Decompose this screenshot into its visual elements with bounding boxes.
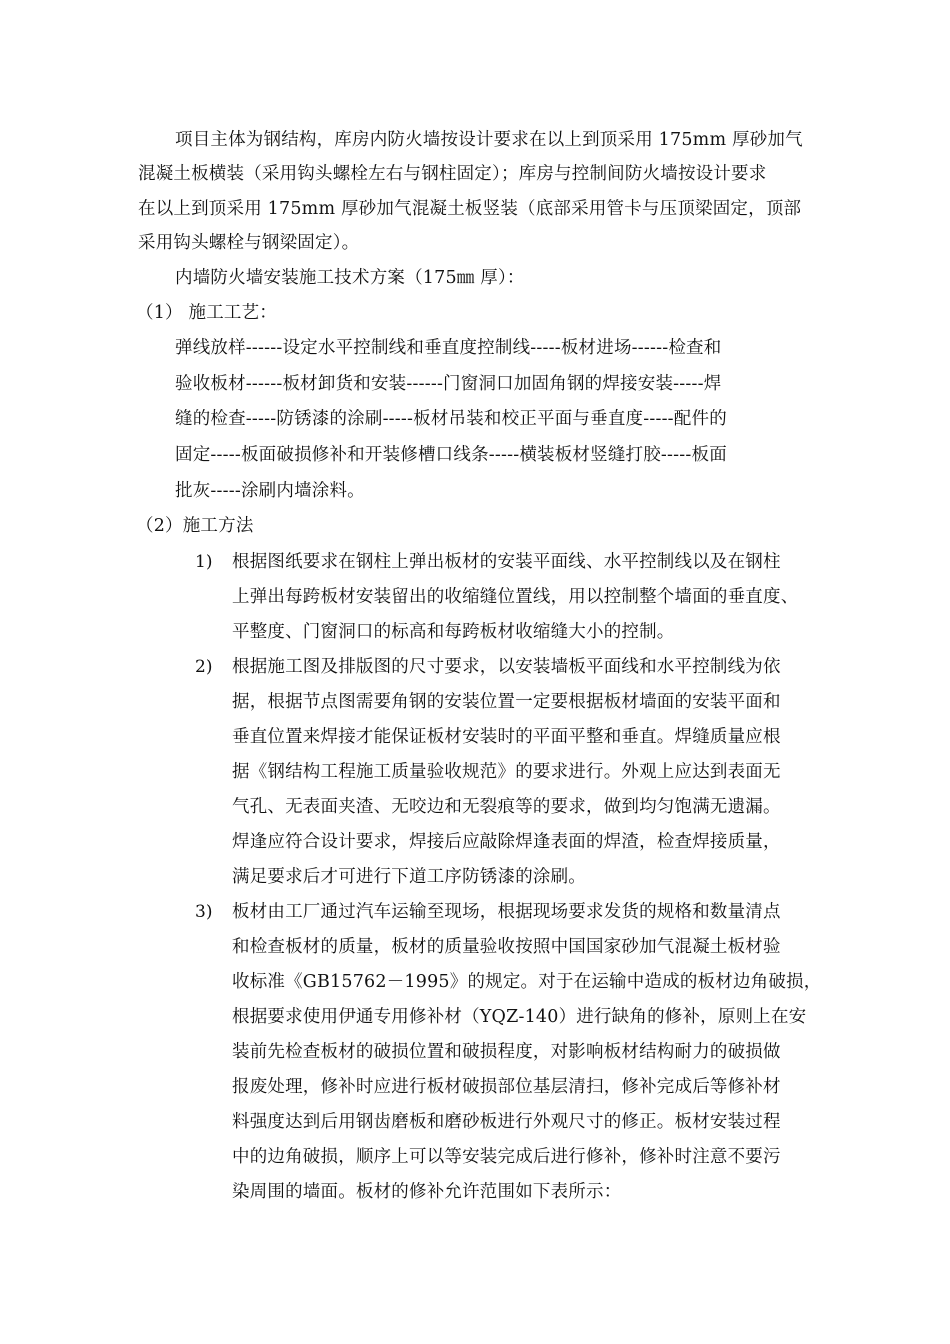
item-line: 根据图纸要求在钢柱上弹出板材的安装平面线、水平控制线以及在钢柱 <box>232 552 781 572</box>
item-line: 平整度、门窗洞口的标高和每跨板材收缩缝大小的控制。 <box>232 622 675 642</box>
intro-line: 采用钩头螺栓与钢梁固定）。 <box>138 233 360 253</box>
process-line: 批灰-----涂刷内墙涂料。 <box>175 481 365 501</box>
process-line: 固定-----板面破损修补和开装修槽口线条-----横装板材竖缝打胶-----板面 <box>175 445 727 465</box>
process-line: 弹线放样------设定水平控制线和垂直度控制线-----板材进场------检查和 <box>175 338 722 358</box>
item-line: 染周围的墙面。板材的修补允许范围如下表所示： <box>232 1182 622 1202</box>
item-line: 根据要求使用伊通专用修补材（YQZ-140）进行缺角的修补，原则上在安 <box>232 1007 807 1027</box>
process-line: 验收板材------板材卸货和安装------门窗洞口加固角钢的焊接安装-----焊 <box>175 374 722 394</box>
item-line: 中的边角破损，顺序上可以等安装完成后进行修补，修补时注意不要污 <box>232 1147 781 1167</box>
item-line: 料强度达到后用钢齿磨板和磨砂板进行外观尺寸的修正。板材安装过程 <box>232 1112 781 1132</box>
item-line: 报废处理，修补时应进行板材破损部位基层清扫，修补完成后等修补材 <box>232 1077 781 1097</box>
process-line: 缝的检查-----防锈漆的涂刷-----板材吊装和校正平面与垂直度-----配件的 <box>175 409 727 429</box>
item-line: 装前先检查板材的破损位置和破损程度，对影响板材结构耐力的破损做 <box>232 1042 781 1062</box>
item-line: 焊逢应符合设计要求，焊接后应敲除焊逢表面的焊渣，检查焊接质量， <box>232 832 781 852</box>
scheme-title: 内墙防火墙安装施工技术方案（175㎜ 厚）： <box>175 268 525 288</box>
item-line: 气孔、无表面夹渣、无咬边和无裂痕等的要求，做到均匀饱满无遗漏。 <box>232 797 781 817</box>
item-line: 据，根据节点图需要角钢的安装位置一定要根据板材墙面的安装平面和 <box>232 692 781 712</box>
item-line: 收标准《GB15762－1995》的规定。对于在运输中造成的板材边角破损， <box>232 972 822 992</box>
item-line: 根据施工图及排版图的尺寸要求，以安装墙板平面线和水平控制线为依 <box>232 657 781 677</box>
item-number: 2) <box>195 657 213 677</box>
item-line: 和检查板材的质量，板材的质量验收按照中国国家砂加气混凝土板材验 <box>232 937 781 957</box>
item-line: 上弹出每跨板材安装留出的收缩缝位置线，用以控制整个墙面的垂直度、 <box>232 587 799 607</box>
section-heading: （1） 施工工艺： <box>136 303 277 323</box>
item-line: 据《钢结构工程施工质量验收规范》的要求进行。外观上应达到表面无 <box>232 762 781 782</box>
item-line: 满足要求后才可进行下道工序防锈漆的涂刷。 <box>232 867 586 887</box>
item-number: 3) <box>195 902 213 922</box>
item-number: 1) <box>195 552 213 572</box>
intro-line: 项目主体为钢结构，库房内防火墙按设计要求在以上到顶采用 175mm 厚砂加气 <box>175 130 803 150</box>
item-line: 垂直位置来焊接才能保证板材安装时的平面平整和垂直。焊缝质量应根 <box>232 727 781 747</box>
intro-line: 在以上到顶采用 175mm 厚砂加气混凝土板竖装（底部采用管卡与压顶梁固定，顶部 <box>138 199 802 219</box>
item-line: 板材由工厂通过汽车运输至现场，根据现场要求发货的规格和数量清点 <box>232 902 781 922</box>
intro-line: 混凝土板横装（采用钩头螺栓左右与钢柱固定）；库房与控制间防火墙按设计要求 <box>138 164 767 184</box>
section-heading: （2）施工方法 <box>136 516 254 536</box>
